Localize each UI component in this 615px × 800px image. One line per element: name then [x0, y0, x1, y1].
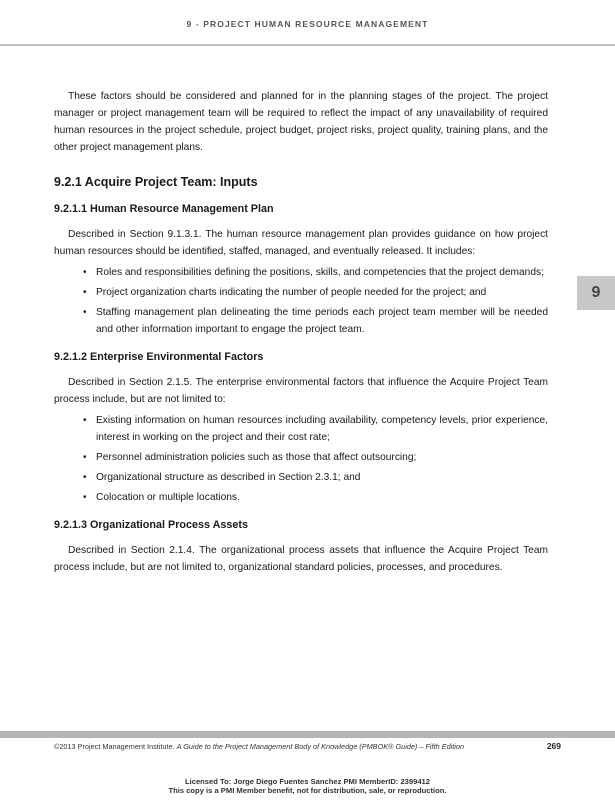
page-header	[0, 0, 615, 46]
license-line-2: This copy is a PMI Member benefit, not for distribution, sale, or reproduction.	[168, 785, 447, 795]
list-item: • Organizational structure as described in Section 2.3.1; and	[96, 469, 548, 486]
subsection-heading-opa: 9.2.1.3 Organizational Process Assets	[54, 519, 249, 531]
chapter-tab: 9	[577, 276, 615, 310]
list-item: • Staffing management plan delineating the time periods each project team member will be needed and other information important to engage the project team.	[96, 304, 548, 338]
page-content	[54, 88, 548, 576]
license-line-1: Licensed To: Jorge Diego Fuentes Sanchez PMI MemberID: 2399412	[184, 777, 431, 786]
eef-paragraph: Described in Section 2.1.5. The enterprise environmental factors that influence the Acquire Project Team process include, but are not limited to:	[54, 377, 548, 405]
page-number: 269	[546, 741, 561, 751]
hr-plan-paragraph: Described in Section 9.1.3.1. The human resource management plan provides guidance on how project human resources should be identified, staffed, managed, and eventually released. It includes:	[54, 229, 548, 257]
footer-book-title: A Guide to the Project Management Body of Knowledge (PMBOK® Guide) – Fifth Edition	[176, 742, 465, 751]
list-item: • Personnel administration policies such as those that affect outsourcing;	[96, 449, 548, 466]
footer-citation	[54, 742, 464, 751]
list-item: • Colocation or multiple locations.	[96, 489, 548, 506]
footer-copyright: ©2013 Project Management Institute.	[54, 742, 175, 751]
hr-plan-bullet-list	[54, 264, 548, 338]
license-notice	[0, 778, 615, 795]
list-item: • Project organization charts indicating the number of people needed for the project; and	[96, 284, 548, 301]
subsection-heading-hr-plan: 9.2.1.1 Human Resource Management Plan	[54, 203, 274, 215]
intro-paragraph: These factors should be considered and planned for in the planning stages of the project. The project manager or project management team will be required to reflect the impact of any unavailability of required human resources in the project schedule, project budget, project risks, project quality, training plans, and the other project management plans.	[54, 91, 548, 153]
subsection-heading-eef: 9.2.1.2 Enterprise Environmental Factors	[54, 351, 264, 363]
list-item: • Existing information on human resources including availability, competency levels, prior experience, interest in working on the project and their cost rate;	[96, 412, 548, 446]
eef-bullet-list	[54, 412, 548, 506]
chapter-title: 9 - PROJECT HUMAN RESOURCE MANAGEMENT	[186, 19, 429, 29]
opa-paragraph: Described in Section 2.1.4. The organizational process assets that influence the Acquire Project Team process include, but are not limited to, organizational standard policies, processes, and procedures.	[54, 545, 548, 573]
footer-divider	[0, 731, 615, 738]
section-heading: 9.2.1 Acquire Project Team: Inputs	[54, 175, 258, 189]
list-item: • Roles and responsibilities defining the positions, skills, and competencies that the project demands;	[96, 264, 548, 281]
